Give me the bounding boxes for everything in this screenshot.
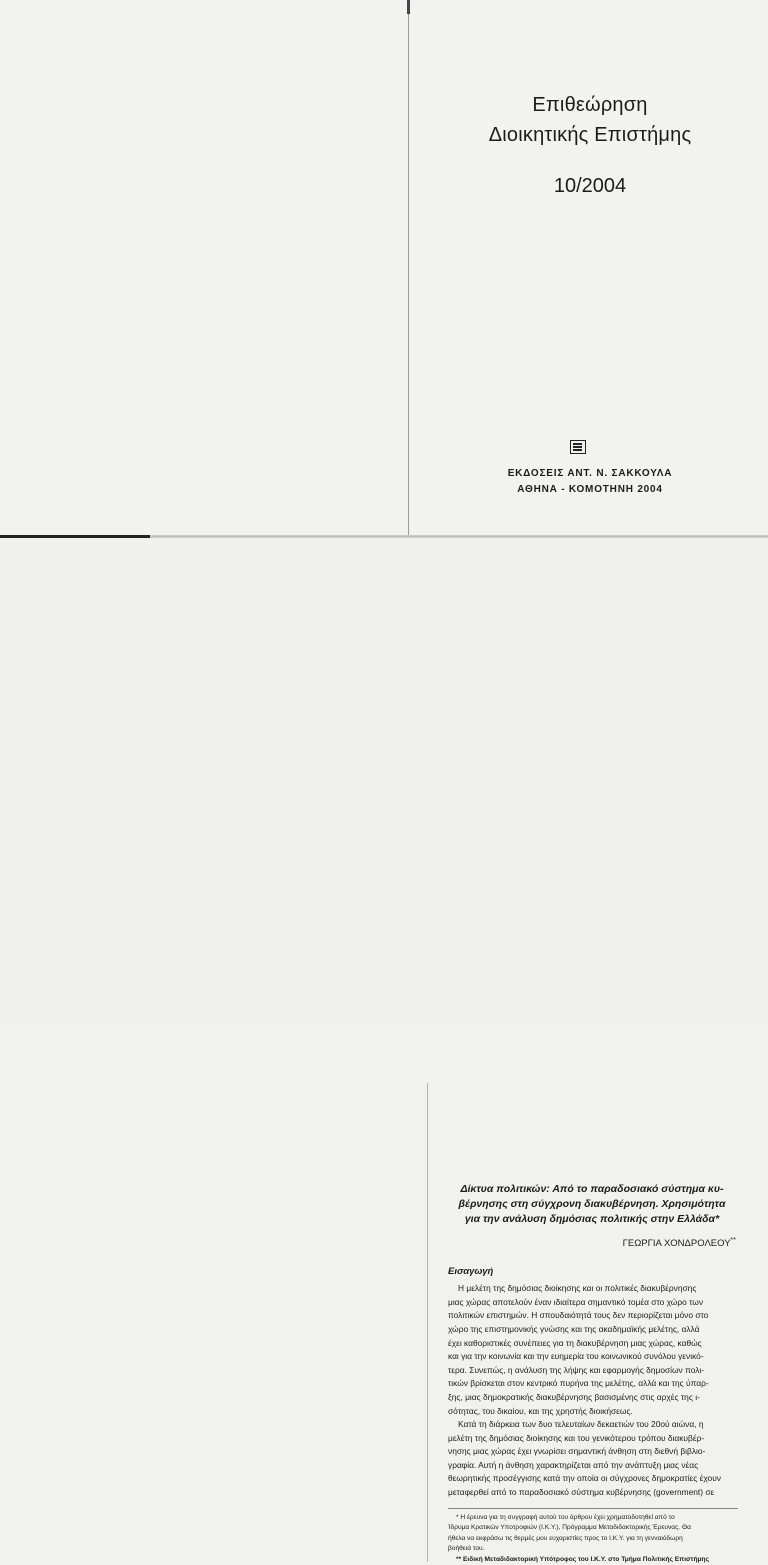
text-line: πολιτικών επιστημών. Η σπουδαιότητά τους δεν περιορίζεται μόνο στο [448,1310,709,1321]
article-page [0,538,768,1563]
text-line: νησης μιας χώρας έχει γνωρίσει σημαντική άνθηση στη διεθνή βιβλιο- [448,1446,706,1457]
fold-mark [407,0,410,14]
author [448,1237,736,1249]
text-line: τερα. Συνεπώς, η ανάλυση της λήψης και εφαρμογής δημοσίων πολι- [448,1364,705,1375]
text-line: έχει καθοριστικές συνέπειες για τη διακυβέρνηση μιας χώρας, καθώς [448,1337,702,1348]
title-line-1: Επιθεώρηση [532,94,648,116]
text-line: γραφία. Αυτή η άνθηση χαρακτηρίζεται από την ανάπτυξη μιας νέας [448,1459,699,1470]
footnote-rule [448,1508,738,1509]
author-name: ΓΕΩΡΓΙΑ ΧΟΝΔΡΟΛΕΟΥ [622,1238,731,1250]
article [448,1182,736,1565]
paragraph-2 [448,1418,736,1500]
article-title [448,1182,736,1227]
author-footnote-mark: ** [730,1237,736,1244]
page-fold-line [427,1083,428,1562]
book-stack-icon [570,440,586,454]
text-line: Κατά τη διάρκεια των δυο τελευταίων δεκαετιών του 20ού αιώνα, η [458,1419,704,1430]
text-line: τικών βρίσκεται στον κεντρικό πυρήνα της μελέτης, αλλά και της ύπαρ- [448,1378,709,1389]
footnote-line: * Η έρευνα για τη συγγραφή αυτού του άρθρου έχει χρηματοδοτηθεί από το [456,1513,675,1521]
article-title-line: για την ανάλυση δημόσιας πολιτικής στην Ελλάδα* [464,1213,720,1225]
footnotes [448,1513,736,1565]
title-line-2: Διοικητικής Επιστήμης [488,124,692,146]
journal-title [470,90,710,150]
footnote-line: ** Ειδική Μεταδιδακτορική Υπότροφος του Ι.Κ.Υ. στο Τμήμα Πολιτικής Επιστήμης [456,1555,709,1563]
issue-number: 10/2004 [553,175,627,197]
text-line: και για την κοινωνία και την ευημερία του κοινωνικού συνόλου γενικό- [448,1351,704,1362]
article-title-line: Δίκτυα πολιτικών: Από το παραδοσιακό σύστημα κυ- [460,1183,724,1195]
text-line: θεωρητικής προσέγγισης κατά την οποία οι σύγχρονες δημοκρατίες έχουν [448,1473,721,1484]
publisher-place-year: ΑΘΗΝΑ - ΚΟΜΟΤΗΝΗ 2004 [517,484,663,495]
footnote-line: ήθελα να εκφράσω τις θερμές μου ευχαριστίες προς το Ι.Κ.Υ. για τη γενναιόδωρη [448,1534,683,1542]
section-heading: Εισαγωγή [448,1266,494,1278]
text-line: Η μελέτη της δημόσιας διοίκησης και οι πολιτικές διακυβέρνησης [458,1283,697,1294]
text-line: μεταφερθεί από το παραδοσιακό σύστημα κυβέρνησης (government) σε [448,1487,715,1498]
footnote-line: βοήθειά του. [448,1545,485,1553]
text-line: ξης, μιας δημοκρατικής διακυβέρνησης βασισμένης στις αρχές της ι- [448,1391,700,1402]
text-line: σότητας, του δικαίου, και της χρηστής διοικήσεως. [448,1405,633,1416]
publisher-block [470,466,710,498]
text-line: χώρο της επιστημονικής γνώσης και της ακαδημαϊκής μελέτης, αλλά [448,1323,700,1334]
cover-page [0,0,768,536]
article-title-line: βέρνησης στη σύγχρονη διακυβέρνηση. Χρησιμότητα [458,1198,726,1210]
paragraph-1 [448,1282,736,1418]
text-line: μελέτη της δημόσιας διοίκησης και του γενικότερου τρόπου διακυβέρ- [448,1432,705,1443]
publisher-name: ΕΚΔΟΣΕΙΣ ΑΝΤ. Ν. ΣΑΚΚΟΥΛΑ [507,468,673,479]
text-line: μιας χώρας αποτελούν έναν ιδιαίτερα σημαντικό τομέα στο χώρο των [448,1296,704,1307]
page-fold-line [408,0,409,535]
footnote-line: Ίδρυμα Κρατικών Υποτροφιών (Ι.Κ.Υ.), Πρόγραμμα Μεταδιδακτορικής Έρευνας. Θα [448,1524,691,1532]
